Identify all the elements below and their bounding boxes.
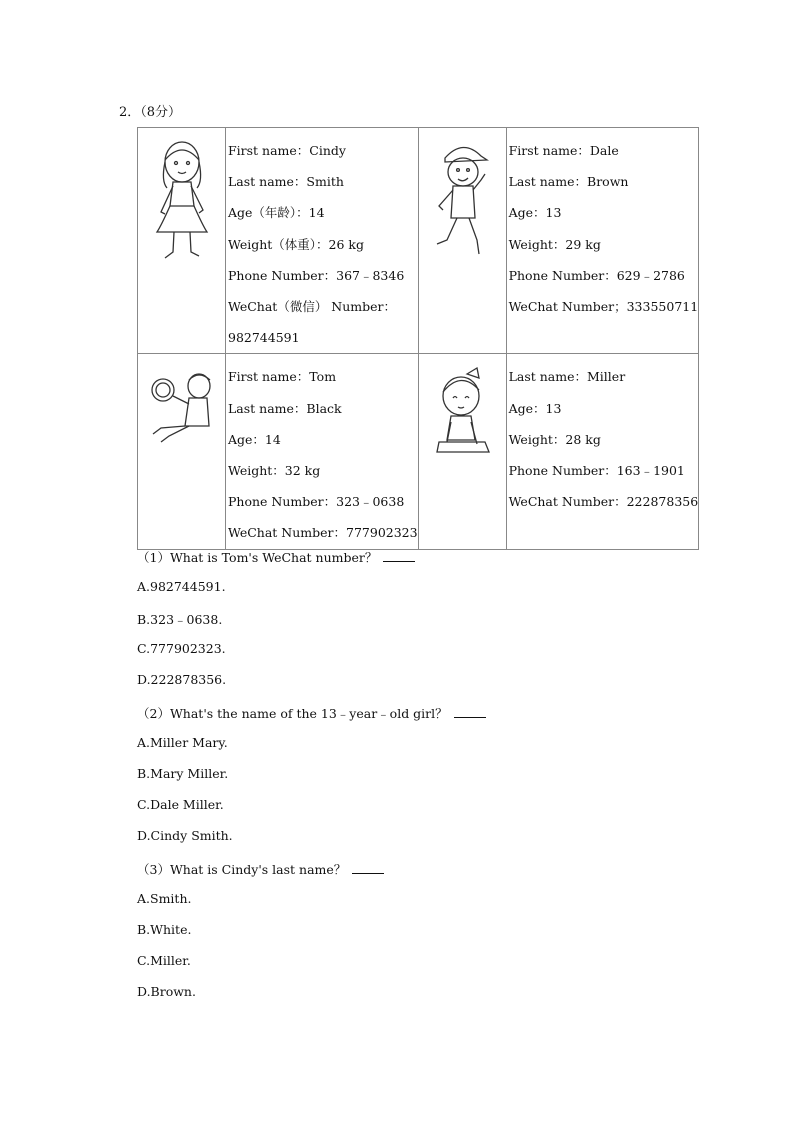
answer-blank	[454, 706, 486, 718]
card-line: Phone Number：323﹣0638	[228, 494, 405, 510]
card-line: Last name：Smith	[228, 174, 344, 190]
option: C.Miller.	[137, 953, 191, 968]
card-line: Weight：28 kg	[508, 431, 601, 447]
card-line: 982744591	[228, 330, 300, 346]
answer-blank	[352, 862, 384, 874]
option: D.Cindy Smith.	[137, 828, 233, 843]
figure-cell-tom	[138, 354, 226, 549]
option: D.Brown.	[137, 984, 196, 999]
question-stem-text: （2）What's the name of the 13﹣year﹣old girl？	[137, 706, 448, 721]
card-tom	[226, 354, 419, 549]
card-line: WeChat Number：777902323	[228, 525, 418, 541]
card-line: Weight（体重）：26 kg	[228, 236, 365, 252]
boy-tom-drawing-icon	[145, 362, 219, 452]
question-3-stem	[137, 860, 384, 878]
card-line: Last name：Brown	[508, 174, 629, 190]
question-1-stem	[137, 548, 415, 566]
card-line: First name：Dale	[508, 143, 619, 158]
card-line: First name：Tom	[228, 369, 337, 385]
card-line: WeChat Number；333550711	[508, 299, 699, 315]
option: B.White.	[137, 922, 192, 937]
card-line: Age：14	[228, 431, 281, 447]
question-stem-text: （3）What is Cindy's last name？	[137, 862, 347, 877]
figure-cell-miller	[418, 354, 506, 549]
card-line: Age：13	[508, 400, 562, 416]
card-line: Last name：Black	[228, 400, 342, 416]
option: B.Mary Miller.	[137, 766, 229, 781]
option: B.323﹣0638.	[137, 612, 223, 627]
profile-table	[137, 127, 699, 550]
option: A.Miller Mary.	[137, 735, 228, 750]
card-line: Phone Number：367﹣8346	[228, 267, 405, 283]
option: D.222878356.	[137, 672, 227, 687]
option: C.Dale Miller.	[137, 797, 224, 812]
girl-miller-drawing-icon	[427, 362, 497, 472]
card-miller	[506, 354, 699, 549]
card-line: Phone Number：629﹣2786	[508, 267, 685, 283]
option: A.982744591.	[137, 579, 226, 594]
card-line: Age（年龄）：14	[228, 205, 325, 221]
card-line: WeChat Number：222878356	[508, 494, 699, 510]
card-line: Weight：29 kg	[508, 236, 601, 252]
question-stem-text: （1）What is Tom's WeChat number？	[137, 550, 378, 565]
question-2-stem	[137, 704, 486, 722]
girl-cindy-drawing-icon	[147, 136, 217, 271]
figure-cell-cindy	[138, 128, 226, 354]
figure-cell-dale	[418, 128, 506, 354]
card-line: Weight：32 kg	[228, 463, 321, 479]
card-line: First name：Cindy	[228, 143, 346, 158]
answer-blank	[383, 550, 415, 562]
card-dale	[506, 128, 699, 354]
card-line: Age：13	[508, 205, 562, 221]
card-line: WeChat（微信） Number：	[228, 299, 397, 315]
boy-dale-drawing-icon	[427, 136, 497, 271]
option: C.777902323.	[137, 641, 226, 656]
question-header: 2．（8分）	[119, 105, 182, 120]
card-cindy	[226, 128, 419, 354]
card-line: Phone Number：163﹣1901	[508, 463, 685, 479]
card-line: Last name：Miller	[508, 369, 626, 385]
option: A.Smith.	[137, 891, 192, 906]
